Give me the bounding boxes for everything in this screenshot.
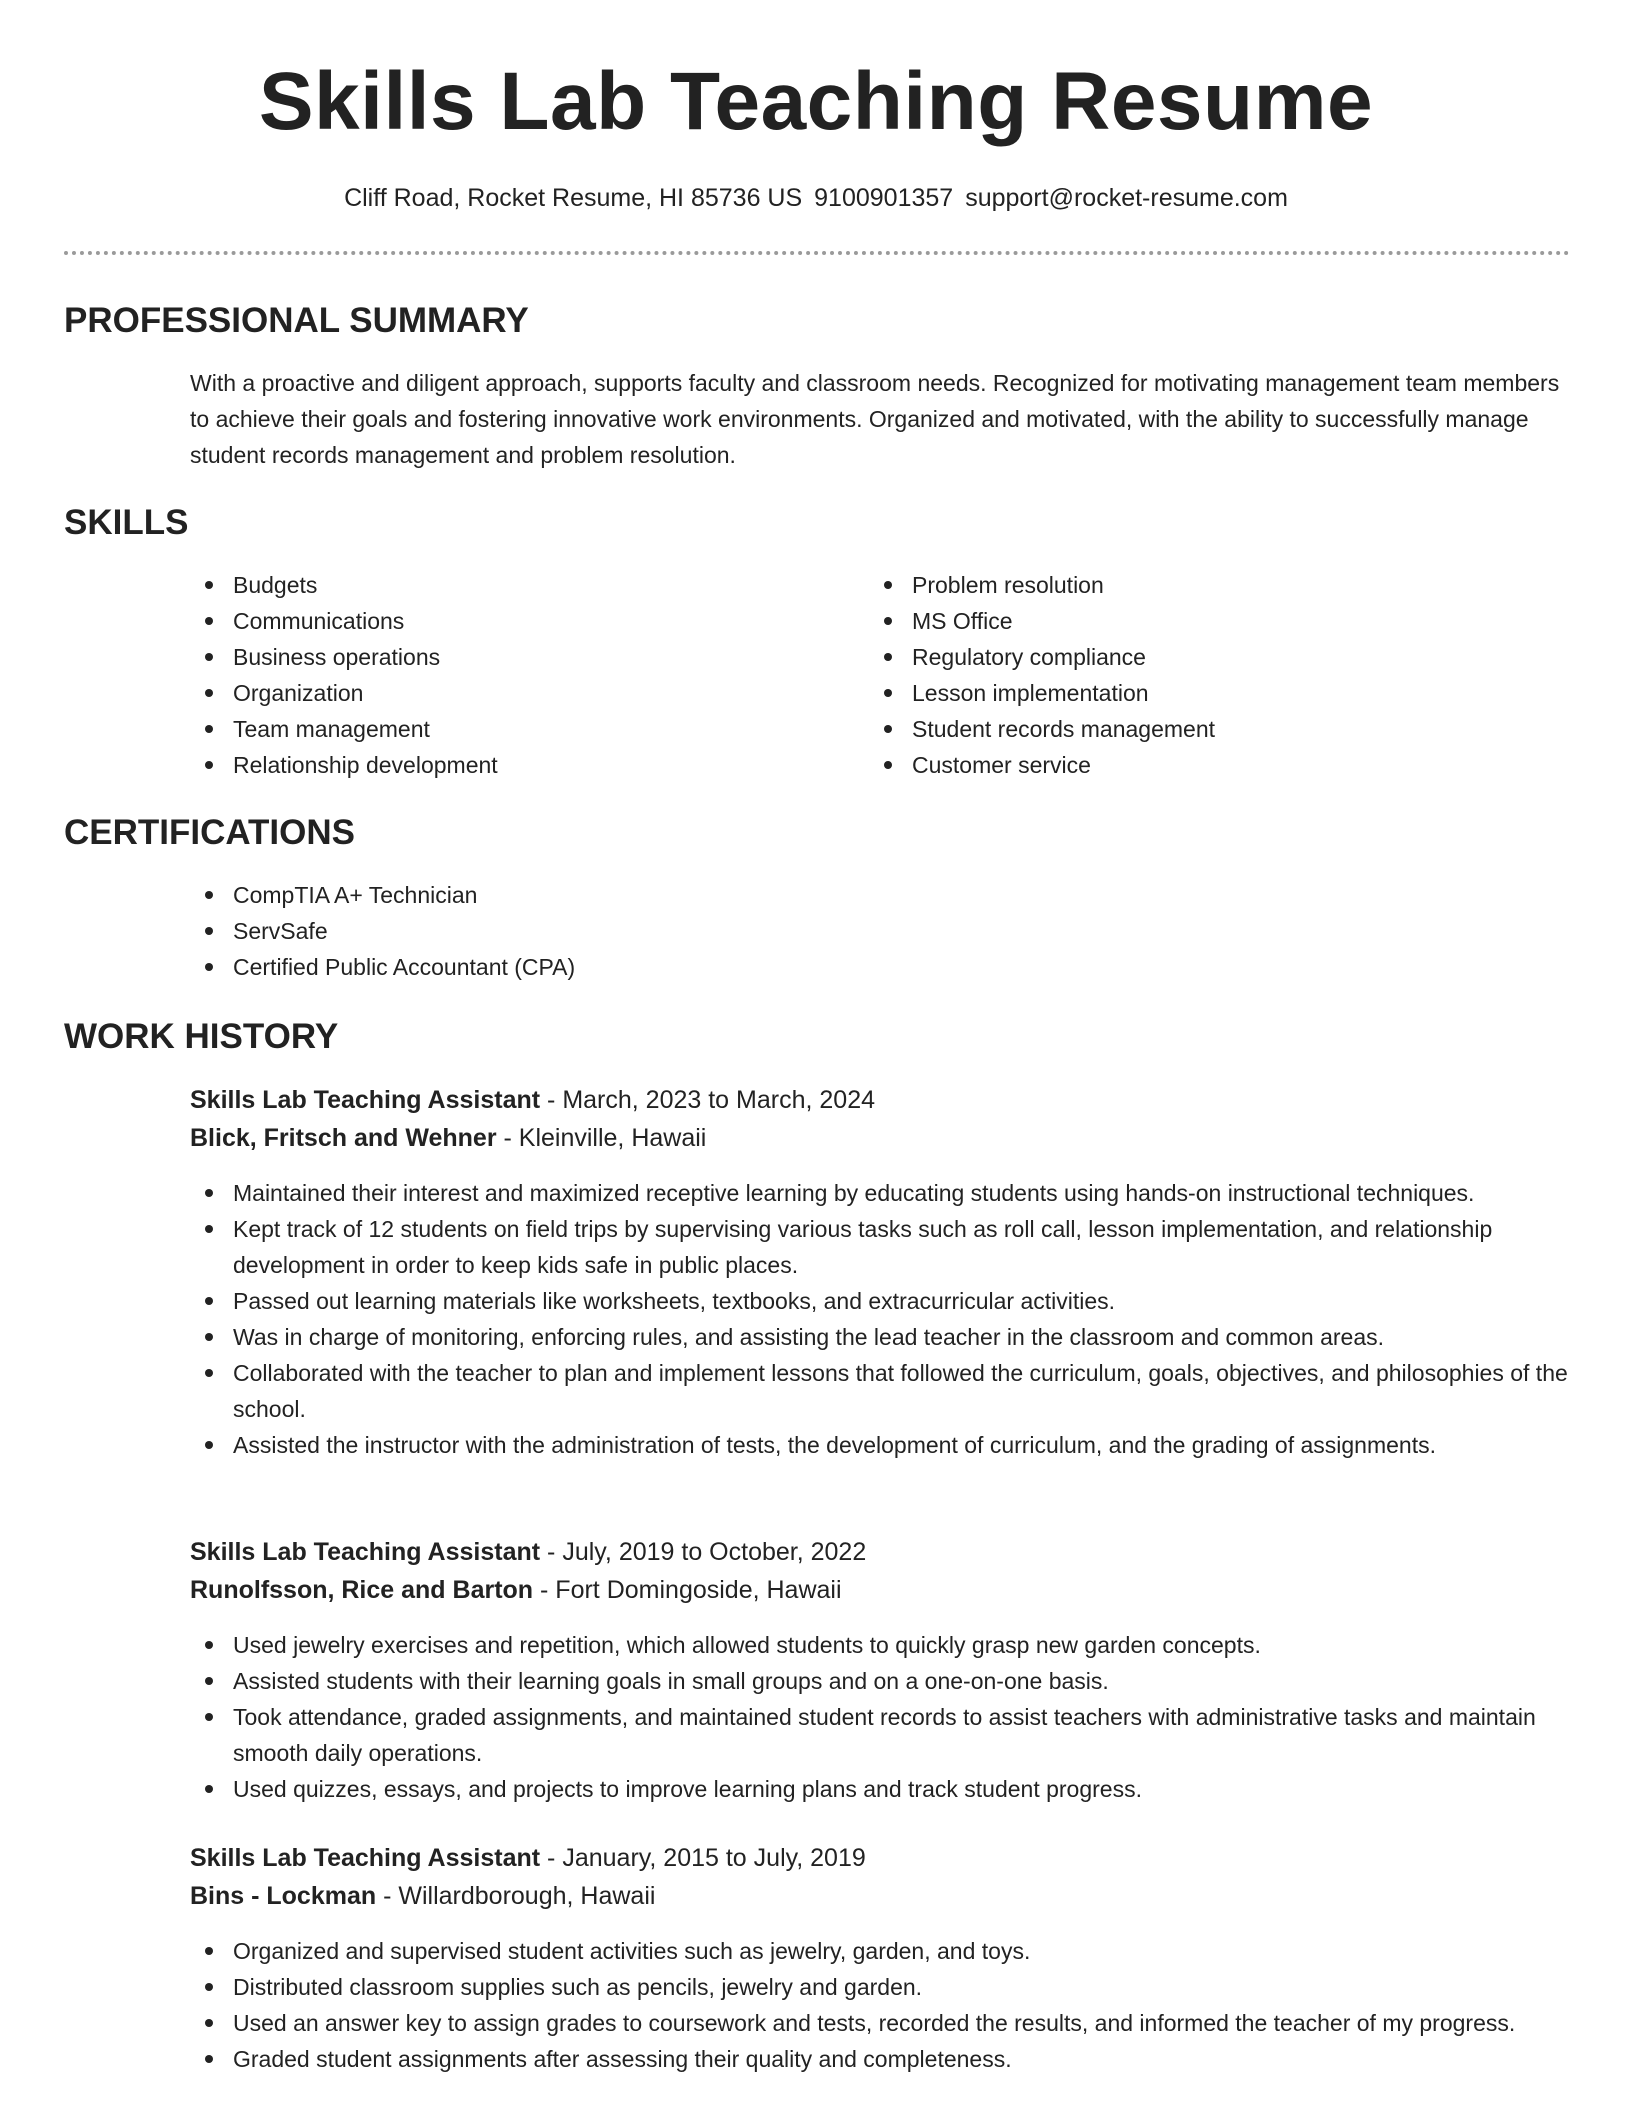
- certifications-heading: CERTIFICATIONS: [64, 813, 356, 852]
- skill-item: MS Office: [912, 603, 1562, 639]
- certification-item: ServSafe: [233, 913, 1533, 949]
- job-bullet: Distributed classroom supplies such as pencils, jewelry and garden.: [233, 1969, 1613, 2005]
- job-location: - Willardborough, Hawaii: [376, 1882, 656, 1910]
- skill-item: Business operations: [233, 639, 833, 675]
- job-bullet: Assisted students with their learning goals in small groups and on a one-on-one basis.: [233, 1663, 1613, 1699]
- job-dates: - July, 2019 to October, 2022: [540, 1538, 867, 1566]
- skill-item: Relationship development: [233, 747, 833, 783]
- skill-item: Regulatory compliance: [912, 639, 1562, 675]
- job-bullet: Took attendance, graded assignments, and maintained student records to assist teachers with administrative tasks and maintain smooth daily operations.: [233, 1699, 1613, 1771]
- certification-item: CompTIA A+ Technician: [233, 877, 1533, 913]
- job-company: Runolfsson, Rice and Barton: [190, 1576, 534, 1604]
- skill-item: Student records management: [912, 711, 1562, 747]
- job-bullet: Graded student assignments after assessing their quality and completeness.: [233, 2041, 1613, 2077]
- job-bullet: Passed out learning materials like worksheets, textbooks, and extracurricular activities.: [233, 1283, 1613, 1319]
- skill-item: Budgets: [233, 567, 833, 603]
- job-location: - Fort Domingoside, Hawaii: [533, 1576, 842, 1604]
- job-dates: - March, 2023 to March, 2024: [540, 1086, 875, 1114]
- job-company-line: [190, 1877, 655, 1915]
- contact-phone: 9100901357: [814, 184, 954, 212]
- skill-item: Team management: [233, 711, 833, 747]
- skill-item: Customer service: [912, 747, 1562, 783]
- job-dates: - January, 2015 to July, 2019: [540, 1844, 866, 1872]
- job-bullet: Assisted the instructor with the administration of tests, the development of curriculum, and the grading of assignments.: [233, 1427, 1613, 1463]
- skills-list-right: [869, 567, 1562, 783]
- contact-email: support@rocket-resume.com: [965, 184, 1288, 212]
- resume-name: Skills Lab Teaching Resume: [258, 56, 1374, 147]
- job-bullets: [190, 1933, 1613, 2077]
- job-company-line: [190, 1119, 706, 1157]
- contact-address: Cliff Road, Rocket Resume, HI 85736 US: [344, 184, 803, 212]
- skills-list-left: [190, 567, 833, 783]
- job-company-line: [190, 1571, 842, 1609]
- job-title-line: [190, 1839, 866, 1877]
- job-location: - Kleinville, Hawaii: [496, 1124, 707, 1152]
- skills-heading: SKILLS: [64, 503, 189, 542]
- job-bullet: Organized and supervised student activities such as jewelry, garden, and toys.: [233, 1933, 1613, 1969]
- job-bullet: Used jewelry exercises and repetition, which allowed students to quickly grasp new garden concepts.: [233, 1627, 1613, 1663]
- skill-item: Problem resolution: [912, 567, 1562, 603]
- job-role: Skills Lab Teaching Assistant: [190, 1538, 541, 1566]
- job-bullet: Collaborated with the teacher to plan and implement lessons that followed the curriculum, goals, objectives, and philosophies of the school.: [233, 1355, 1613, 1427]
- certification-item: Certified Public Accountant (CPA): [233, 949, 1533, 985]
- contact-line: [0, 180, 1632, 216]
- header-divider: [64, 251, 1570, 255]
- summary-heading: PROFESSIONAL SUMMARY: [64, 301, 529, 340]
- job-company: Blick, Fritsch and Wehner: [190, 1124, 497, 1152]
- skill-item: Lesson implementation: [912, 675, 1562, 711]
- job-role: Skills Lab Teaching Assistant: [190, 1086, 541, 1114]
- job-bullet: Used an answer key to assign grades to coursework and tests, recorded the results, and informed the teacher of my progress.: [233, 2005, 1613, 2041]
- job-bullet: Was in charge of monitoring, enforcing rules, and assisting the lead teacher in the classroom and common areas.: [233, 1319, 1613, 1355]
- job-role: Skills Lab Teaching Assistant: [190, 1844, 541, 1872]
- summary-text: With a proactive and diligent approach, supports faculty and classroom needs. Recognized for motivating management team members to achieve their goals and fostering innovative work environments. Organized and motivated, with the ability to successfully manage student records management and problem resolution.: [190, 370, 1560, 468]
- work-history-heading: WORK HISTORY: [64, 1017, 339, 1056]
- job-bullets: [190, 1175, 1613, 1463]
- job-bullet: Used quizzes, essays, and projects to improve learning plans and track student progress.: [233, 1771, 1613, 1807]
- job-title-line: [190, 1081, 875, 1119]
- job-company: Bins - Lockman: [190, 1882, 377, 1910]
- certifications-list: [190, 877, 1533, 985]
- job-title-line: [190, 1533, 866, 1571]
- job-bullet: Maintained their interest and maximized receptive learning by educating students using hands-on instructional techniques.: [233, 1175, 1613, 1211]
- job-bullets: [190, 1627, 1613, 1807]
- skill-item: Organization: [233, 675, 833, 711]
- job-bullet: Kept track of 12 students on field trips by supervising various tasks such as roll call, lesson implementation, and relationship development in order to keep kids safe in public places.: [233, 1211, 1613, 1283]
- skill-item: Communications: [233, 603, 833, 639]
